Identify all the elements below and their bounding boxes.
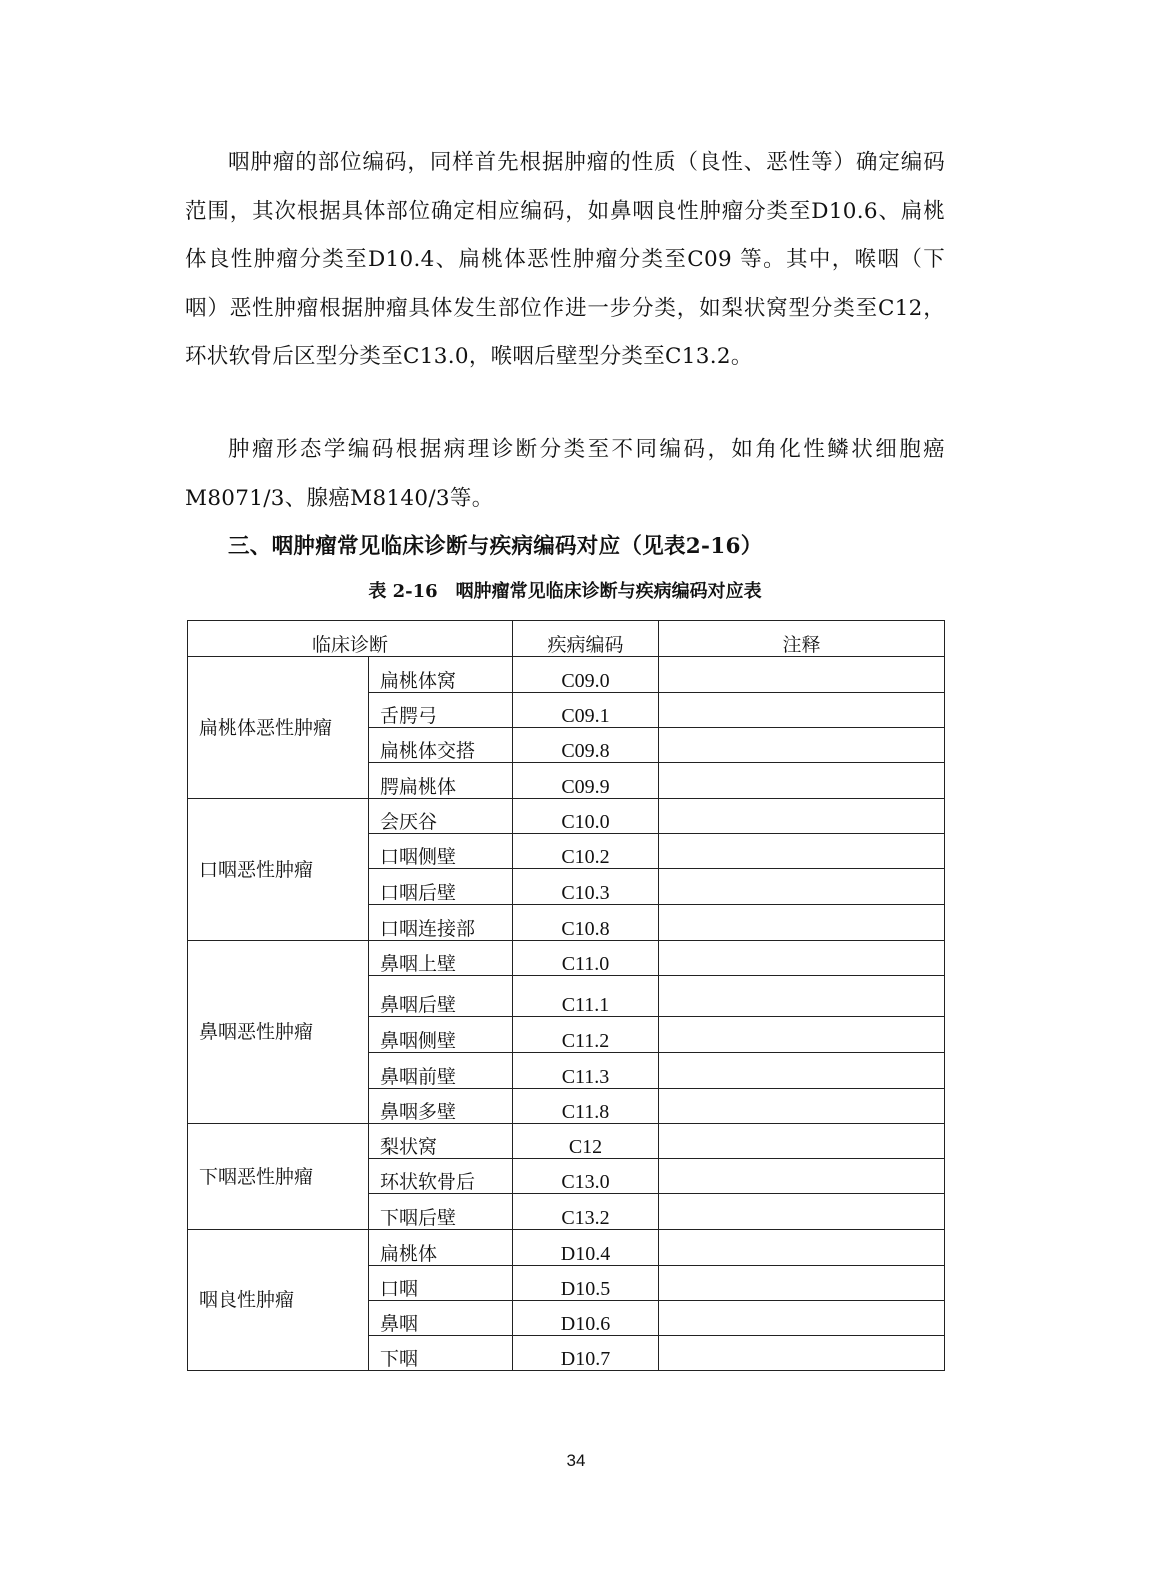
site-cell: 鼻咽: [369, 1301, 513, 1336]
note-cell: [659, 1230, 945, 1266]
table-row: [188, 941, 945, 976]
table-caption: 表 2-16 咽肿瘤常见临床诊断与疾病编码对应表: [368, 581, 762, 602]
site-cell: 扁桃体交搭: [369, 728, 513, 763]
diagnosis-group: 下咽恶性肿瘤: [188, 1124, 369, 1230]
site-cell: 环状软骨后: [369, 1159, 513, 1194]
site-cell: 舌腭弓: [369, 693, 513, 728]
code-cell: C11.3: [513, 1053, 659, 1089]
table-row: [188, 1124, 945, 1159]
table-row: [188, 799, 945, 834]
note-cell: [659, 905, 945, 941]
code-cell: D10.4: [513, 1230, 659, 1266]
note-cell: [659, 763, 945, 799]
body-paragraph: 咽肿瘤的部位编码，同样首先根据肿瘤的性质（良性、恶性等）确定编码范围，其次根据具体部位确定相应编码，如鼻咽良性肿瘤分类至D10.6、扁桃体良性肿瘤分类至D10.4、扁桃体恶性肿瘤分类至C09 等。其中，喉咽（下咽）恶性肿瘤根据肿瘤具体发生部位作进一步分类，如梨状窝型分类至C12，环状软骨后区型分类至C13.0，喉咽后壁型分类至C13.2。: [185, 150, 945, 369]
note-cell: [659, 728, 945, 763]
table-body: [188, 657, 945, 1371]
site-cell: 鼻咽上壁: [369, 941, 513, 976]
note-cell: [659, 976, 945, 1017]
site-cell: 口咽侧壁: [369, 834, 513, 869]
header-code: 疾病编码: [513, 621, 659, 657]
code-cell: C11.0: [513, 941, 659, 976]
code-cell: C12: [513, 1124, 659, 1159]
site-cell: 下咽: [369, 1336, 513, 1371]
note-cell: [659, 799, 945, 834]
code-cell: D10.6: [513, 1301, 659, 1336]
code-cell: C09.1: [513, 693, 659, 728]
table-row: [188, 1230, 945, 1266]
note-cell: [659, 834, 945, 869]
note-cell: [659, 1053, 945, 1089]
site-cell: 鼻咽前壁: [369, 1053, 513, 1089]
note-cell: [659, 1017, 945, 1053]
code-cell: C11.2: [513, 1017, 659, 1053]
body-paragraph: 肿瘤形态学编码根据病理诊断分类至不同编码，如角化性鳞状细胞癌M8071/3、腺癌M8140/3等。: [185, 437, 945, 511]
table-header-row: [188, 621, 945, 657]
code-cell: C11.1: [513, 976, 659, 1017]
code-cell: C10.3: [513, 869, 659, 905]
site-cell: 口咽后壁: [369, 869, 513, 905]
code-cell: C11.8: [513, 1089, 659, 1124]
note-cell: [659, 869, 945, 905]
note-cell: [659, 1301, 945, 1336]
diagnosis-group: 口咽恶性肿瘤: [188, 799, 369, 941]
note-cell: [659, 1159, 945, 1194]
site-cell: 梨状窝: [369, 1124, 513, 1159]
code-cell: C10.2: [513, 834, 659, 869]
page-number: 34: [566, 1451, 586, 1470]
header-diagnosis: 临床诊断: [188, 621, 513, 657]
note-cell: [659, 1194, 945, 1230]
code-cell: D10.7: [513, 1336, 659, 1371]
site-cell: 扁桃体: [369, 1230, 513, 1266]
site-cell: 鼻咽后壁: [369, 976, 513, 1017]
site-cell: 腭扁桃体: [369, 763, 513, 799]
note-cell: [659, 941, 945, 976]
code-cell: D10.5: [513, 1266, 659, 1301]
section-heading: 三、咽肿瘤常见临床诊断与疾病编码对应（见表2-16）: [228, 534, 763, 559]
note-cell: [659, 1089, 945, 1124]
header-note: 注释: [659, 621, 945, 657]
code-cell: C10.0: [513, 799, 659, 834]
note-cell: [659, 693, 945, 728]
site-cell: 鼻咽多壁: [369, 1089, 513, 1124]
site-cell: 口咽: [369, 1266, 513, 1301]
table-row: [188, 657, 945, 693]
site-cell: 扁桃体窝: [369, 657, 513, 693]
code-cell: C09.0: [513, 657, 659, 693]
site-cell: 会厌谷: [369, 799, 513, 834]
code-cell: C10.8: [513, 905, 659, 941]
note-cell: [659, 1124, 945, 1159]
diagnosis-code-table: [187, 620, 945, 1371]
site-cell: 口咽连接部: [369, 905, 513, 941]
code-cell: C09.8: [513, 728, 659, 763]
note-cell: [659, 1336, 945, 1371]
site-cell: 鼻咽侧壁: [369, 1017, 513, 1053]
diagnosis-group: 咽良性肿瘤: [188, 1230, 369, 1371]
diagnosis-group: 鼻咽恶性肿瘤: [188, 941, 369, 1124]
code-cell: C13.2: [513, 1194, 659, 1230]
note-cell: [659, 1266, 945, 1301]
site-cell: 下咽后壁: [369, 1194, 513, 1230]
code-cell: C09.9: [513, 763, 659, 799]
diagnosis-group: 扁桃体恶性肿瘤: [188, 657, 369, 799]
note-cell: [659, 657, 945, 693]
code-cell: C13.0: [513, 1159, 659, 1194]
